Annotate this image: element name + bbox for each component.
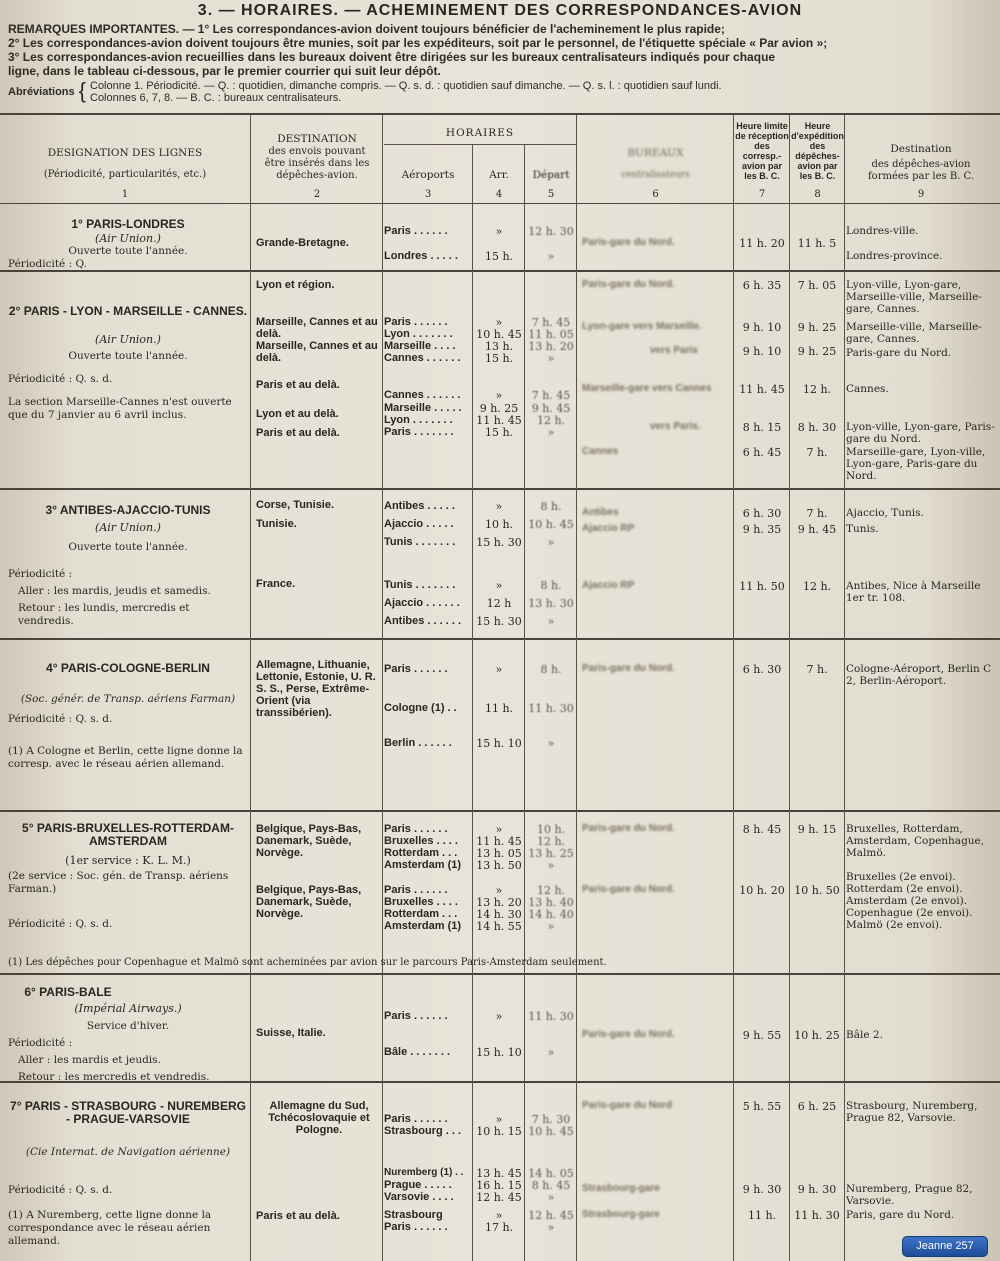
bc-destination: Rotterdam (2e envoi). <box>846 883 963 895</box>
line-title: 3° ANTIBES-AJACCIO-TUNIS <box>45 503 211 517</box>
bureau: Strasbourg-gare <box>582 1183 660 1194</box>
airport: Strasbourg . . . <box>384 1125 462 1137</box>
departure: » <box>547 1221 555 1234</box>
airport: Tunis . . . . . . . <box>384 579 456 591</box>
airport: Lyon . . . . . . . <box>384 414 453 426</box>
bc-destination: Paris, gare du Nord. <box>846 1209 955 1221</box>
bc-destination: Bruxelles (2e envoi). <box>846 871 956 883</box>
note-line-3: 3° Les correspondances-avion recueillies dans les bureaux doivent être dirigées sur les bureaux centralisateurs indiqués pour chaque <box>8 50 776 64</box>
departure: 11 h. 05 <box>528 328 574 341</box>
arrival: » <box>495 663 503 676</box>
arrival: 13 h. <box>484 340 514 353</box>
departure: » <box>547 536 555 549</box>
dispatch-time: 9 h. 30 <box>797 1183 837 1196</box>
bureau: Strasbourg-gare <box>582 1209 660 1220</box>
airport: Amsterdam (1) <box>384 920 462 932</box>
airport: Cologne (1) . . <box>384 702 457 714</box>
arrival: 13 h. 50 <box>476 859 522 872</box>
footnote: (1) Les dépêches pour Copenhague et Malmö sont acheminées par avion sur le parcours Paris-Amsterdam seulement. <box>8 957 607 968</box>
bc-destination: Tunis. <box>846 523 879 535</box>
header-col8: Heure d'expédition des dépêches-avion par les B. C. <box>791 121 844 181</box>
header-col3: Aéroports <box>401 169 455 181</box>
bureau: Paris-gare du Nord. <box>582 884 675 895</box>
airport: Paris . . . . . . <box>384 823 448 835</box>
departure: 11 h. 30 <box>528 1010 574 1023</box>
airport: Tunis . . . . . . . <box>384 536 456 548</box>
arrival: 11 h. <box>484 702 514 715</box>
bc-destination: Lyon-ville, Lyon-gare, Paris-gare du Nord. <box>846 421 995 445</box>
airport: Nuremberg (1) . . <box>384 1167 464 1178</box>
bureau: Lyon-gare vers Marseille. <box>582 321 702 332</box>
line-text: Périodicité : <box>8 568 73 580</box>
airport: Antibes . . . . . . <box>384 615 462 627</box>
arrival: 12 h <box>486 597 512 610</box>
airport: Marseille . . . . . <box>384 402 462 414</box>
bureau: Ajaccio RP <box>582 580 635 591</box>
limit-time: 9 h. 10 <box>742 345 782 358</box>
arrival: » <box>495 500 503 513</box>
bc-destination: Copenhague (2e envoi). <box>846 907 973 919</box>
bureau: Ajaccio RP <box>582 523 635 534</box>
airport: Ajaccio . . . . . <box>384 518 454 530</box>
departure: 8 h. <box>540 500 562 513</box>
bureau: Paris-gare du Nord. <box>582 237 675 248</box>
limit-time: 11 h. 20 <box>739 237 785 250</box>
header-col1-sub: (Périodicité, particularités, etc.) <box>43 169 207 180</box>
departure: » <box>547 352 555 365</box>
dispatch-time: 7 h. <box>806 663 828 676</box>
arrival: 16 h. 15 <box>476 1179 522 1192</box>
line-title: 4° PARIS-COLOGNE-BERLIN <box>46 661 210 675</box>
airport: Amsterdam (1) <box>384 859 462 871</box>
line-company: (Air Union.) <box>95 333 161 346</box>
line-text: Périodicité : <box>8 1037 73 1049</box>
limit-time: 8 h. 15 <box>742 421 782 434</box>
arrival: » <box>495 1010 503 1023</box>
airport: Cannes . . . . . . <box>384 389 461 401</box>
airport: Lyon . . . . . . . <box>384 328 453 340</box>
departure: » <box>547 1046 555 1059</box>
arrival: 13 h. 20 <box>476 896 522 909</box>
abbr-line-2: Colonnes 6, 7, 8. — B. C. : bureaux centralisateurs. <box>90 92 342 104</box>
departure: 10 h. <box>536 823 566 836</box>
header-col6: BUREAUX <box>627 147 684 159</box>
line-text: Périodicité : Q. s. d. <box>8 918 113 930</box>
bc-destination: Bâle 2. <box>846 1029 883 1041</box>
departure: 7 h. 45 <box>531 316 571 329</box>
arrival: » <box>495 579 503 592</box>
col-number: 6 <box>652 189 659 200</box>
line-text: La section Marseille-Cannes n'est ouverte que du 7 janvier au 6 avril inclus. <box>8 396 232 421</box>
arrival: 15 h. <box>484 250 514 263</box>
bureau: vers Paris. <box>650 421 701 432</box>
arrival: 13 h. 05 <box>476 847 522 860</box>
limit-time: 9 h. 55 <box>742 1029 782 1042</box>
departure: 14 h. 40 <box>528 908 574 921</box>
line-title: 5° PARIS-BRUXELLES-ROTTERDAM-AMSTERDAM <box>22 821 234 848</box>
line-text: Ouverte toute l'année. <box>68 245 188 257</box>
line-title: 7° PARIS - STRASBOURG - NUREMBERG - PRAGUE-VARSOVIE <box>10 1099 246 1126</box>
bureau: Paris-gare du Nord. <box>582 823 675 834</box>
limit-time: 8 h. 45 <box>742 823 782 836</box>
airport: Prague . . . . . <box>384 1179 452 1191</box>
bc-destination: Cologne-Aéroport, Berlin C 2, Berlin-Aéroport. <box>846 663 992 687</box>
destination: Allemagne, Lithuanie, Lettonie, Estonie, U. R. S. S., Perse, Extrême-Orient (via transsibérien). <box>256 659 376 719</box>
line-company: (Cie Internat. de Navigation aérienne) <box>25 1146 231 1158</box>
departure: » <box>547 250 555 263</box>
dispatch-time: 10 h. 25 <box>794 1029 840 1042</box>
arrival: » <box>495 1209 503 1222</box>
col-number: 9 <box>917 189 925 200</box>
arrival: 15 h. 30 <box>476 536 522 549</box>
departure: 13 h. 30 <box>528 597 574 610</box>
bureau: Paris-gare du Nord <box>582 1100 673 1111</box>
line-company: (1er service : K. L. M.) <box>65 854 191 867</box>
arrival: 9 h. 25 <box>479 402 519 415</box>
departure: » <box>547 737 555 750</box>
dispatch-time: 9 h. 25 <box>797 345 837 358</box>
bc-destination: Bruxelles, Rotterdam, Amsterdam, Copenhague, Malmö. <box>846 823 985 859</box>
header-col9-sub: des dépêches-avion formées par les B. C. <box>867 159 975 182</box>
line-text: Aller : les mardis, jeudis et samedis. <box>18 585 211 597</box>
arrival: » <box>495 389 503 402</box>
airport: Bruxelles . . . . <box>384 896 458 908</box>
bureau: Paris-gare du Nord. <box>582 279 675 290</box>
airport: Paris . . . . . . <box>384 1010 448 1022</box>
bc-destination: Nuremberg, Prague 82, Varsovie. <box>846 1183 973 1207</box>
line-company: (Air Union.) <box>95 232 161 245</box>
limit-time: 6 h. 30 <box>742 663 782 676</box>
bc-destination: Paris-gare du Nord. <box>846 347 952 359</box>
line-text: Service d'hiver. <box>86 1020 170 1032</box>
dispatch-time: 9 h. 45 <box>797 523 837 536</box>
dispatch-time: 11 h. 5 <box>797 237 837 250</box>
airport: Varsovie . . . . <box>384 1191 454 1203</box>
airport: Antibes . . . . . <box>384 500 455 512</box>
destination: Suisse, Italie. <box>256 1027 326 1039</box>
line-title: 2° PARIS - LYON - MARSEILLE - CANNES. <box>8 304 248 318</box>
bureau: Paris-gare du Nord. <box>582 663 675 674</box>
airport: Paris . . . . . . <box>384 1221 448 1233</box>
bc-destination: Marseille-ville, Marseille-gare, Cannes. <box>846 321 982 345</box>
airport: Bruxelles . . . . <box>384 835 458 847</box>
airport: Paris . . . . . . <box>384 884 448 896</box>
arrival: 15 h. 10 <box>476 1046 522 1059</box>
limit-time: 11 h. 45 <box>739 383 785 396</box>
line-title: 6° PARIS-BALE <box>24 985 112 999</box>
line-text: Périodicité : Q. <box>8 258 87 270</box>
arrival: 12 h. 45 <box>476 1191 522 1204</box>
arrival: 15 h. <box>484 426 514 439</box>
arrival: 10 h. 45 <box>476 328 522 341</box>
line-text: Périodicité : Q. s. d. <box>8 1184 113 1196</box>
airport: Rotterdam . . . <box>384 847 458 859</box>
bc-destination: Amsterdam (2e envoi). <box>846 895 968 907</box>
airport: Londres . . . . . <box>384 250 458 262</box>
bc-destination: Londres-ville. <box>846 225 919 237</box>
departure: 8 h. <box>540 579 562 592</box>
dispatch-time: 6 h. 25 <box>797 1100 837 1113</box>
bureau: Antibes <box>582 507 619 518</box>
departure: 12 h. <box>536 884 566 897</box>
destination: France. <box>256 578 296 590</box>
line-text: Retour : les lundis, mercredis et vendredis. <box>18 602 190 627</box>
line-company: (Air Union.) <box>95 521 161 534</box>
header-col1: DESIGNATION DES LIGNES <box>47 147 203 159</box>
limit-time: 6 h. 35 <box>742 279 782 292</box>
airport: Paris . . . . . . . <box>384 426 454 438</box>
limit-time: 11 h. 50 <box>739 580 785 593</box>
line-text: Périodicité : Q. s. d. <box>8 713 113 725</box>
airport: Marseille . . . . <box>384 340 456 352</box>
dispatch-time: 7 h. 05 <box>797 279 837 292</box>
col-rule <box>382 115 383 1261</box>
dispatch-time: 9 h. 15 <box>797 823 837 836</box>
dispatch-time: 9 h. 25 <box>797 321 837 334</box>
line-title: 1° PARIS-LONDRES <box>71 217 185 231</box>
header-col2: DESTINATION <box>277 133 357 145</box>
page-title: 3. — HORAIRES. — ACHEMINEMENT DES CORRESPONDANCES-AVION <box>197 2 803 19</box>
departure: 14 h. 05 <box>528 1167 574 1180</box>
row-rule <box>0 973 1000 975</box>
header-col9: Destination <box>890 143 952 155</box>
departure: 8 h. <box>540 663 562 676</box>
airport: Ajaccio . . . . . . <box>384 597 460 609</box>
arrival: 14 h. 55 <box>476 920 522 933</box>
departure: 13 h. 25 <box>528 847 574 860</box>
arrival: » <box>495 884 503 897</box>
header-col7: Heure limite de réception des corresp.-avion par les B. C. <box>735 121 789 181</box>
line-text: Ouverte toute l'année. <box>68 541 188 553</box>
bureau: vers Paris <box>650 345 698 356</box>
col-number: 3 <box>424 189 432 200</box>
line-text: Périodicité : Q. s. d. <box>8 373 113 385</box>
abbreviations <box>8 80 998 104</box>
airport: Berlin . . . . . . <box>384 737 452 749</box>
departure: 12 h. 30 <box>528 225 574 238</box>
row-rule <box>0 810 1000 812</box>
arrival: 10 h. <box>484 518 514 531</box>
destination: Marseille, Cannes et au delà. <box>256 316 378 340</box>
header-col2-sub: des envois pouvant être insérés dans les dépêches-avion. <box>264 146 370 181</box>
dispatch-time: 12 h. <box>802 383 832 396</box>
airport: Rotterdam . . . <box>384 908 458 920</box>
limit-time: 10 h. 20 <box>739 884 785 897</box>
arrival: 13 h. 45 <box>476 1167 522 1180</box>
col-number: 1 <box>121 189 129 200</box>
limit-time: 9 h. 35 <box>742 523 782 536</box>
departure: 13 h. 40 <box>528 896 574 909</box>
departure: 10 h. 45 <box>528 518 574 531</box>
departure: » <box>547 1191 555 1204</box>
dispatch-time: 11 h. 30 <box>794 1209 840 1222</box>
line-text: Retour : les mercredis et vendredis. <box>18 1071 210 1083</box>
note-line-2: 2° Les correspondances-avion doivent toujours être munies, soit par les expéditeurs, soit par le personnel, de l'étiquette spéciale « Par avion »; <box>8 36 828 50</box>
line-company: (Soc. génér. de Transp. aériens Farman) <box>20 693 236 705</box>
airport: Paris . . . . . . <box>384 316 448 328</box>
bc-destination: Strasbourg, Nuremberg, Prague 82, Varsovie. <box>846 1100 978 1124</box>
col-number: 5 <box>547 189 555 200</box>
airport: Strasbourg <box>384 1209 443 1221</box>
destination: Allemagne du Sud, Tchécoslovaquie et Pologne. <box>268 1100 370 1136</box>
departure: » <box>547 426 555 439</box>
important-notes <box>8 22 998 104</box>
airport: Paris . . . . . . <box>384 1113 448 1125</box>
destination: Lyon et région. <box>256 279 335 291</box>
col-rule <box>524 145 525 1261</box>
destination: Belgique, Pays-Bas, Danemark, Suède, Norvège. <box>256 823 362 859</box>
note-line-1: REMARQUES IMPORTANTES. — 1° Les correspondances-avion doivent toujours bénéficier de l'acheminement le plus rapide; <box>8 22 725 36</box>
dispatch-time: 10 h. 50 <box>794 884 840 897</box>
destination: Tunisie. <box>256 518 297 530</box>
line-text: (1) A Cologne et Berlin, cette ligne donne la corresp. avec le réseau aérien allemand. <box>8 745 243 770</box>
abbr-line-1: Colonne 1. Périodicité. — Q. : quotidien, dimanche compris. — Q. s. d. : quotidien sauf dimanche. — Q. s. l. : quotidien sauf lundi. <box>90 80 722 92</box>
limit-time: 6 h. 45 <box>742 446 782 459</box>
airport: Bâle . . . . . . . <box>384 1046 451 1058</box>
dispatch-time: 7 h. <box>806 446 828 459</box>
table-top-rule <box>0 113 1000 115</box>
line-text: Aller : les mardis et jeudis. <box>18 1054 161 1066</box>
departure: 8 h. 45 <box>531 1179 571 1192</box>
line-text: (1) A Nuremberg, cette ligne donne la correspondance avec le réseau aérien allemand. <box>8 1209 212 1247</box>
departure: » <box>547 920 555 933</box>
bc-destination: Londres-province. <box>846 250 943 262</box>
abbr-brace: { <box>78 78 86 103</box>
bc-destination: Marseille-gare, Lyon-ville, Lyon-gare, Paris-gare du Nord. <box>846 446 986 482</box>
departure: 12 h. <box>536 414 566 427</box>
header-horaires: HORAIRES <box>445 127 515 139</box>
departure: 9 h. 45 <box>531 402 571 415</box>
airport: Paris . . . . . . <box>384 225 448 237</box>
airport: Paris . . . . . . <box>384 663 448 675</box>
bc-destination: Cannes. <box>846 383 889 395</box>
arrival: 15 h. <box>484 352 514 365</box>
destination: Corse, Tunisie. <box>256 499 335 511</box>
header-col4: Arr. <box>489 169 509 181</box>
col-rule <box>250 115 251 1261</box>
bureau: Cannes <box>582 446 619 457</box>
destination: Grande-Bretagne. <box>256 237 349 249</box>
dispatch-time: 8 h. 30 <box>797 421 837 434</box>
col-rule <box>576 115 577 1261</box>
line-text: (2e service : Soc. gén. de Transp. aériens Farman.) <box>8 870 229 895</box>
bc-destination: Malmö (2e envoi). <box>846 919 943 931</box>
col-number: 2 <box>313 189 321 200</box>
header-col6-sub: centralisateurs <box>621 170 690 180</box>
destination: Paris et au delà. <box>256 379 340 391</box>
departure: 10 h. 45 <box>528 1125 574 1138</box>
row-rule <box>0 638 1000 640</box>
bc-destination: Lyon-ville, Lyon-gare, Marseille-ville, Marseille-gare, Cannes. <box>846 279 982 315</box>
departure: 12 h. 45 <box>528 1209 574 1222</box>
header-col5: Départ <box>532 169 570 181</box>
horaires-rule <box>384 144 576 145</box>
limit-time: 9 h. 30 <box>742 1183 782 1196</box>
col-number: 8 <box>814 189 821 200</box>
departure: 13 h. 20 <box>528 340 574 353</box>
destination: Lyon et au delà. <box>256 408 339 420</box>
col-number: 7 <box>758 189 766 200</box>
dispatch-time: 12 h. <box>802 580 832 593</box>
col-number: 4 <box>495 189 503 200</box>
departure: » <box>547 859 555 872</box>
bc-destination: Antibes, Nice à Marseille 1er tr. 108. <box>846 580 981 604</box>
col-rule <box>472 145 473 1261</box>
airport: Cannes . . . . . . <box>384 352 461 364</box>
header-rule <box>0 203 1000 204</box>
arrival: 11 h. 45 <box>476 414 522 427</box>
departure: 11 h. 30 <box>528 702 574 715</box>
arrival: 14 h. 30 <box>476 908 522 921</box>
row-rule <box>0 488 1000 490</box>
limit-time: 11 h. <box>747 1209 777 1222</box>
line-company: (Impérial Airways.) <box>74 1002 182 1015</box>
bureau: Marseille-gare vers Cannes <box>582 383 712 394</box>
arrival: » <box>495 316 503 329</box>
arrival: 10 h. 15 <box>476 1125 522 1138</box>
departure: 7 h. 45 <box>531 389 571 402</box>
arrival: » <box>495 1113 503 1126</box>
arrival: 15 h. 30 <box>476 615 522 628</box>
line-text: Ouverte toute l'année. <box>68 350 188 362</box>
dispatch-time: 7 h. <box>806 507 828 520</box>
schedule-table <box>0 113 1000 1261</box>
col-rule <box>844 115 845 1261</box>
bureau: Paris-gare du Nord. <box>582 1029 675 1040</box>
note-line-4: ligne, dans le tableau ci-dessous, par le premier courrier qui suit leur dépôt. <box>8 64 441 78</box>
limit-time: 5 h. 55 <box>742 1100 782 1113</box>
watermark-badge: Jeanne 257 <box>902 1236 988 1257</box>
arrival: » <box>495 823 503 836</box>
destination: Paris et au delà. <box>256 1210 340 1222</box>
limit-time: 9 h. 10 <box>742 321 782 334</box>
arrival: 11 h. 45 <box>476 835 522 848</box>
destination: Paris et au delà. <box>256 427 340 439</box>
arrival: 15 h. 10 <box>476 737 522 750</box>
departure: » <box>547 615 555 628</box>
departure: 7 h. 30 <box>531 1113 571 1126</box>
departure: 12 h. <box>536 835 566 848</box>
destination: Belgique, Pays-Bas, Danemark, Suède, Norvège. <box>256 884 362 920</box>
arrival: 17 h. <box>484 1221 514 1234</box>
abbr-label: Abréviations <box>8 86 75 98</box>
bc-destination: Ajaccio, Tunis. <box>846 507 924 519</box>
arrival: » <box>495 225 503 238</box>
destination: Marseille, Cannes et au delà. <box>256 340 378 364</box>
limit-time: 6 h. 30 <box>742 507 782 520</box>
